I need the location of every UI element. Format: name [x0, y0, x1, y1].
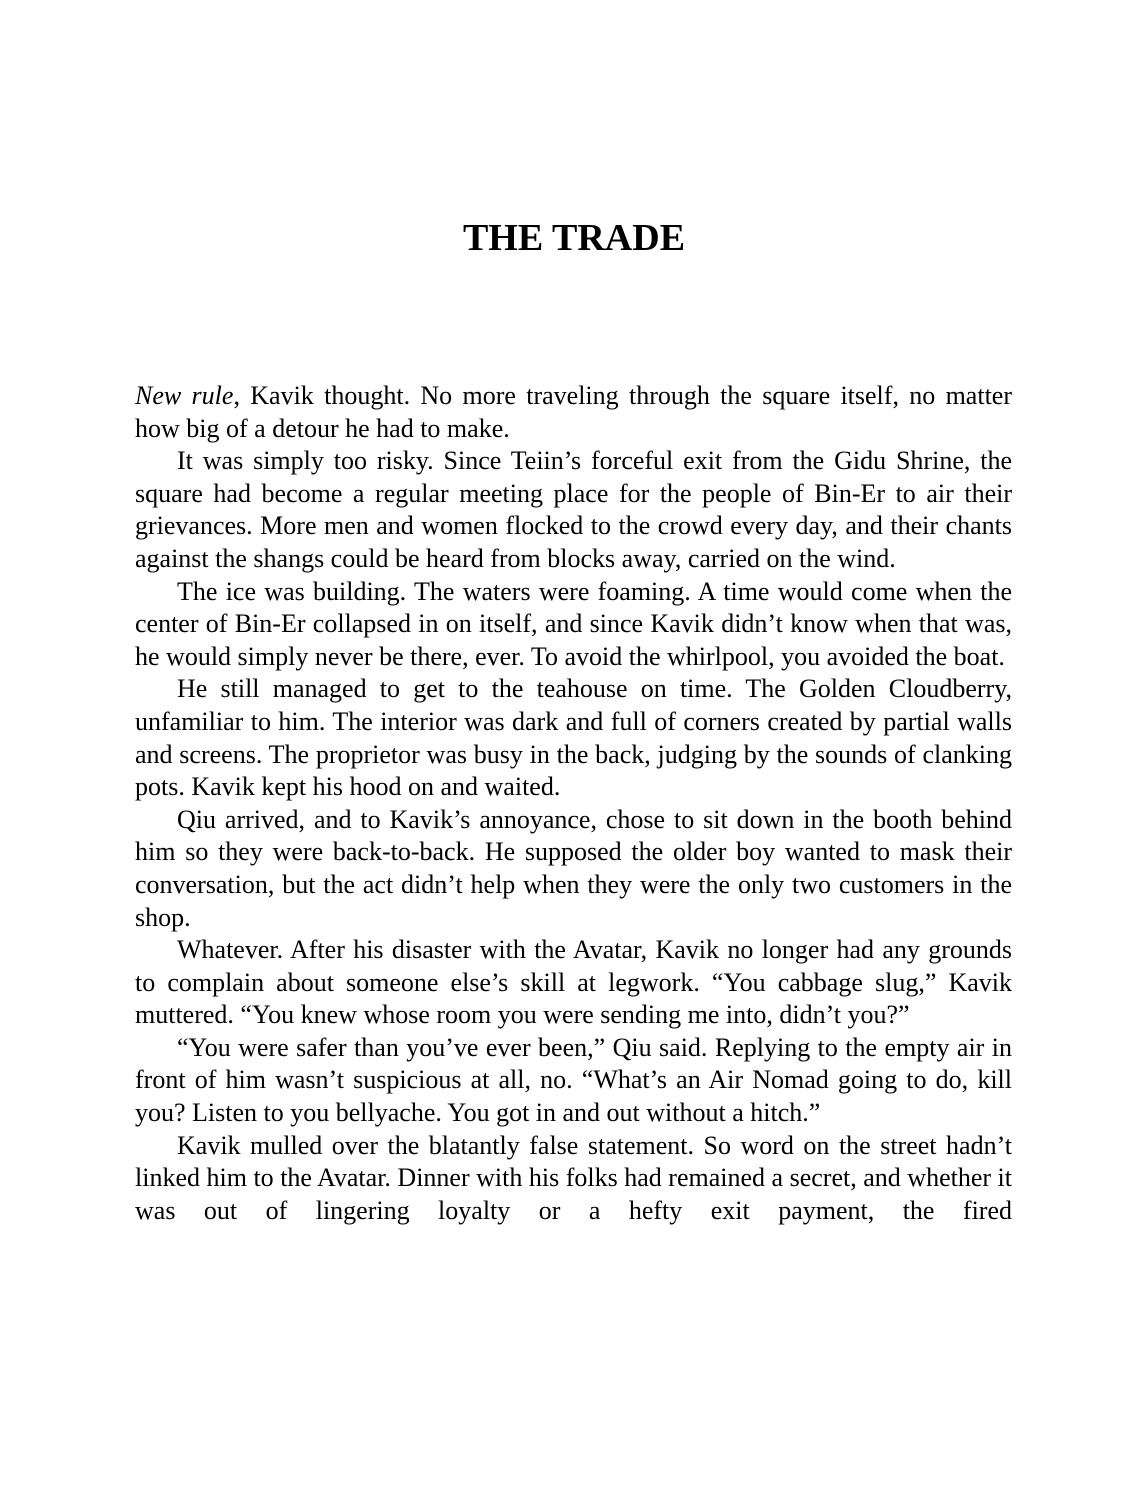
- paragraph-5: Qiu arrived, and to Kavik’s annoyance, chose to sit down in the booth behind him so they were back-to-back. He supposed the older boy wanted to mask their conversation, but the act didn’t help when they were the only two customers in the shop.: [135, 804, 1012, 932]
- paragraph-1: [135, 380, 1012, 445]
- paragraph-1-italic-lead: New rule: [135, 381, 234, 410]
- paragraph-6: Whatever. After his disaster with the Avatar, Kavik no longer had any grounds to complain about someone else’s skill at legwork. “You cabbage slug,” Kavik muttered. “You knew whose room you were sending me into, didn’t you?”: [135, 935, 1012, 1030]
- paragraph-7: “You were safer than you’ve ever been,” Qiu said. Replying to the empty air in front of him wasn’t suspicious at all, no. “What’s an Air Nomad going to do, kill you? Listen to you bellyache. You got in and out without a hitch.”: [135, 1032, 1012, 1128]
- paragraph-8: Kavik mulled over the blatantly false statement. So word on the street hadn’t linked him to the Avatar. Dinner with his folks had remained a secret, and whether it was out of lingering loyalty or a hefty exit payment, the fired: [135, 1130, 1012, 1225]
- paragraph-3: The ice was building. The waters were foaming. A time would come when the center of Bin-Er collapsed in on itself, and since Kavik didn’t know when that was, he would simply never be there, ever. To avoid the whirlpool, you avoided the boat.: [135, 576, 1012, 671]
- chapter-body: [135, 380, 1012, 1227]
- paragraph-4: He still managed to get to the teahouse on time. The Golden Cloudberry, unfamiliar to him. The interior was dark and full of corners created by partial walls and screens. The proprietor was busy in the back, judging by the sounds of clanking pots. Kavik kept his hood on and waited.: [135, 674, 1012, 802]
- chapter-title: THE TRADE: [462, 217, 686, 259]
- paragraph-2: It was simply too risky. Since Teiin’s forceful exit from the Gidu Shrine, the square had become a regular meeting place for the people of Bin-Er to air their grievances. More men and women flocked to the crowd every day, and their chants against the shangs could be heard from blocks away, carried on the wind.: [135, 446, 1012, 573]
- paragraph-1-text: , Kavik thought. No more traveling through the square itself, no matter how big of a detour he had to make.: [135, 381, 1012, 443]
